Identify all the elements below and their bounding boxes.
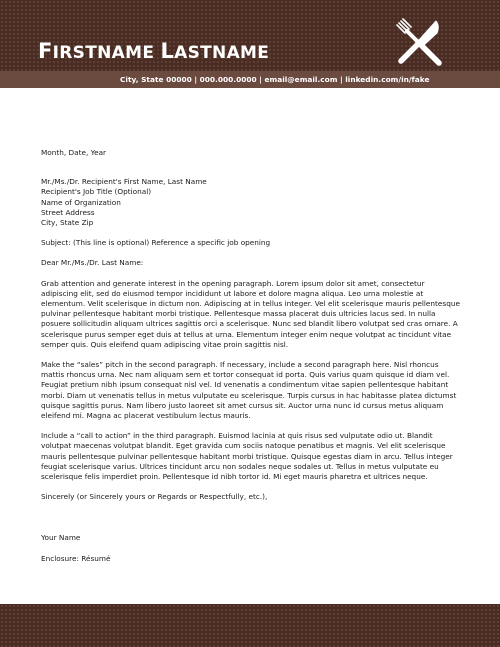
- header-banner: [0, 0, 500, 71]
- letter-date: Month, Date, Year: [41, 148, 107, 157]
- recipient-organization: Name of Organization: [41, 197, 121, 207]
- applicant-name: FIRSTNAME LASTNAME: [38, 39, 270, 63]
- closing: Sincerely (or Sincerely yours or Regards or Respectfully, etc.),: [41, 492, 268, 502]
- opening-paragraph: Grab attention and generate interest in the opening paragraph. Lorem ipsum dolor sit amet, consectetur adipiscing elit, sed do eiusmod tempor incididunt ut labore et dolore magna aliqua. Leo urna molestie at elementum. Velit scelerisque in dictum non. Adipiscing at in tellus integer. Vel elit scelerisque mauris pellentesque pulvinar pellentesque habitant morbi tristique. Pellentesque massa placerat duis ultricies lacus sed. In nulla posuere sollicitudin aliquam ultrices sagittis orci a scelerisque. Nunc sed blandit libero volutpat sed cras ornare. A scelerisque purus semper eget duis at tellus at urna. Elementum integer enim neque volutpat ac tincidunt vitae semper quis. Quis eleifend quam adipiscing vitae proin sagittis nisl.: [41, 278, 460, 349]
- recipient-street: Street Address: [41, 207, 95, 217]
- recipient-title: Recipient's Job Title (Optional): [41, 187, 152, 197]
- signature-name: Your Name: [41, 533, 81, 543]
- footer-band: [0, 604, 500, 647]
- salutation: Dear Mr./Ms./Dr. Last Name:: [41, 258, 144, 268]
- subject-line: Subject: (This line is optional) Reference a specific job opening: [41, 238, 271, 248]
- contact-info: City, State 00000 | 000.000.0000 | email@email.com | linkedin.com/in/fake: [120, 75, 430, 84]
- contact-bar: [0, 71, 500, 88]
- enclosure-note: Enclosure: Résumé: [41, 553, 111, 563]
- fork-knife-icon: [393, 18, 445, 68]
- recipient-name: Mr./Ms./Dr. Recipient's First Name, Last Name: [41, 177, 207, 187]
- recipient-city: City, State Zip: [41, 218, 94, 228]
- sales-paragraph: Make the “sales” pitch in the second paragraph. If necessary, include a second paragraph here. Nisl rhoncus mattis rhoncus urna. Nec nam aliquam sem et tortor consequat id porta. Quis varius quam quisque id diam vel. Feugiat pretium nibh ipsum consequat nisl vel. Id venenatis a condimentum vitae sapien pellentesque habitant morbi. Diam ut venenatis tellus in metus vulputate eu scelerisque. Turpis cursus in hac habitasse platea dictumst quisque sagittis purus. Nam libero justo laoreet sit amet cursus sit. Auctor urna nunc id cursus metus aliquam eleifend mi. Magna ac placerat vestibulum lectus mauris.: [41, 360, 457, 421]
- letter-body: [41, 148, 461, 564]
- call-to-action-paragraph: Include a “call to action” in the third paragraph. Euismod lacinia at quis risus sed vulputate odio ut. Blandit volutpat maecenas volutpat blandit. Eget gravida cum sociis natoque penatibus et magnis. Vel elit scelerisque mauris pellentesque pulvinar pellentesque habitant morbi tristique. Quisque egestas diam in arcu. Tellus integer feugiat scelerisque varius. Ultrices tincidunt arcu non sodales neque sodales ut. Tellus in metus vulputate eu scelerisque felis imperdiet proin. Pellentesque id nibh tortor id. Mi eget mauris pharetra et ultrices neque.: [41, 431, 453, 482]
